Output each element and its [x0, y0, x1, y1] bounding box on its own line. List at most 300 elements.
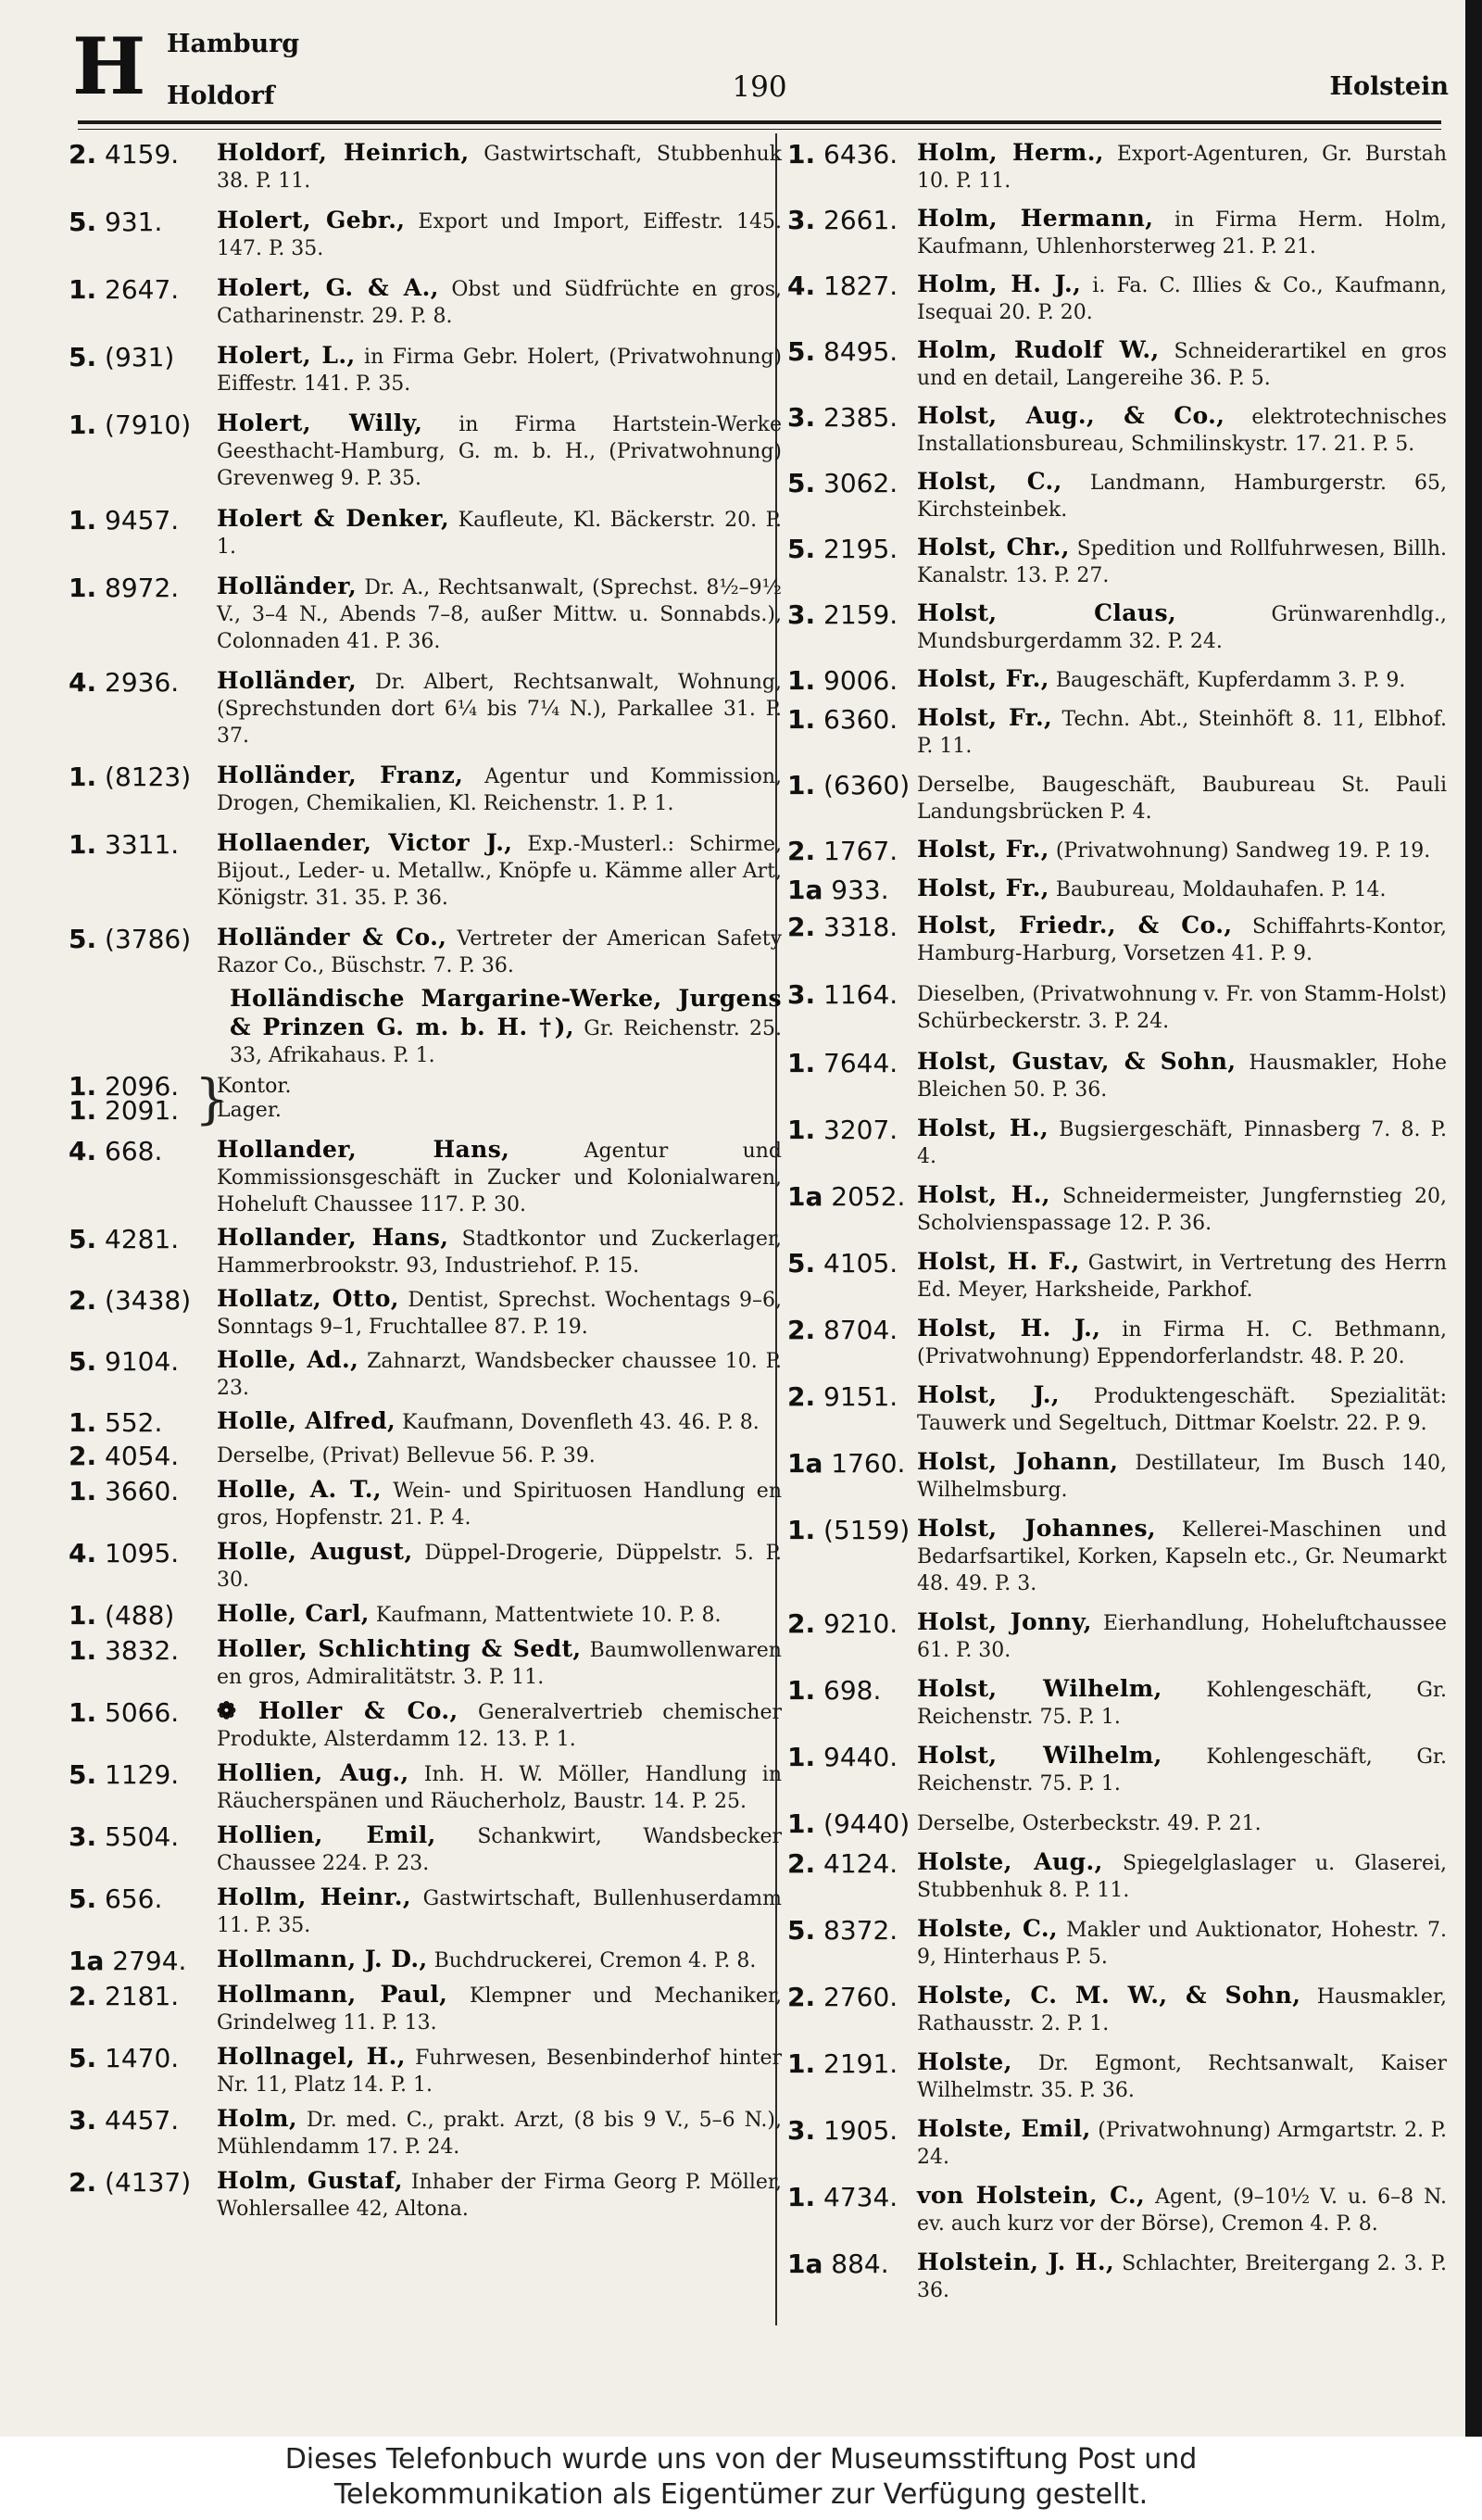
exchange-code: 4.: [69, 667, 97, 698]
phone-number: [69, 1441, 217, 1469]
entry-details: Derselbe, Osterbeckstr. 49. P. 21.: [917, 1812, 1262, 1835]
exchange-code: 1.: [69, 1697, 97, 1728]
exchange-code: 1.: [69, 1476, 97, 1506]
phone-number: [69, 342, 217, 371]
subscriber-name: Holländische Margarine-Werke, Jurgens & Prinzen G. m. b. H. †),: [230, 985, 782, 1040]
exchange-code: 3.: [69, 2105, 97, 2136]
line-number: 4159.: [105, 139, 180, 170]
directory-entry: [787, 2182, 1447, 2237]
subscriber-name: Holst, Wilhelm,: [917, 1675, 1162, 1702]
page-number: 190: [732, 70, 787, 104]
line-number: 1760.: [831, 1448, 906, 1479]
directory-entry: [787, 1115, 1447, 1170]
directory-entry: [69, 1600, 782, 1629]
subscriber-name: Holländer,: [217, 667, 358, 694]
exchange-code: 5.: [787, 1248, 816, 1279]
phone-number: [69, 505, 217, 534]
subscriber-name: Holländer,: [217, 573, 358, 599]
entry-details: Destillateur, Im Busch 140, Wilhelmsburg.: [917, 1452, 1447, 1502]
directory-entry: [787, 912, 1447, 967]
exchange-code: 2.: [787, 1315, 816, 1345]
exchange-code: 1.: [69, 573, 97, 603]
phone-number: [787, 1915, 917, 1944]
phone-number: [787, 1115, 917, 1143]
subscriber-name: von Holstein, C.,: [917, 2182, 1146, 2209]
directory-entry: [787, 599, 1447, 655]
directory-entry: [787, 468, 1447, 523]
exchange-code: 1.: [69, 1095, 97, 1126]
directory-entry: [69, 2105, 782, 2161]
line-number: 8372.: [823, 1915, 898, 1946]
entry-details: Export-Agenturen, Gr. Burstah 10. P. 11.: [917, 143, 1448, 193]
exchange-code: 1.: [787, 1515, 816, 1545]
entry-text: [917, 1048, 1447, 1103]
entry-text: [217, 139, 782, 195]
range-start-city: Hamburg: [167, 30, 300, 58]
entry-text: [917, 1448, 1447, 1504]
subscriber-name: Hollm, Heinr.,: [217, 1884, 411, 1910]
entry-text: [217, 1981, 782, 2036]
exchange-code: 1.: [69, 1071, 97, 1102]
phone-number: [787, 1742, 917, 1770]
directory-entry: [69, 2167, 782, 2223]
exchange-code: 1a: [787, 2249, 823, 2279]
phone-number: [69, 1407, 217, 1436]
entry-text: [917, 1315, 1447, 1370]
phone-number: [787, 1848, 917, 1877]
line-number: 3311.: [105, 829, 180, 860]
entry-text: [917, 704, 1447, 760]
entry-details: Landmann, Hamburgerstr. 65, Kirchsteinbek.: [917, 472, 1447, 522]
subscriber-name: Holert & Denker,: [217, 505, 450, 532]
exchange-code: 5.: [69, 207, 97, 237]
entry-text: [917, 1742, 1447, 1797]
subscriber-name: Holle, August,: [217, 1538, 413, 1565]
pair-numbers: [69, 1071, 195, 1126]
subscriber-name: Holst, H.,: [917, 1181, 1050, 1208]
line-number: 9457.: [105, 505, 180, 536]
directory-entry: [787, 2115, 1447, 2171]
entry-details: Baumwollenwaren en gros, Admiralitätstr. 3. P. 11.: [217, 1639, 782, 1689]
subscriber-name: Holst, Wilhelm,: [917, 1742, 1162, 1769]
subscriber-name: Holle, A. T.,: [217, 1476, 382, 1503]
exchange-code: 1a: [69, 1946, 105, 1976]
entry-details: Export und Import, Eiffestr. 145. 147. P. 35.: [217, 210, 782, 260]
line-number: 552.: [105, 1407, 163, 1438]
entry-details: Produktengeschäft. Spezialität: Tauwerk und Segeltuch, Dittmar Koelstr. 22. P. 9.: [917, 1385, 1447, 1435]
entry-details: Schlachter, Breitergang 2. 3. P. 36.: [917, 2252, 1448, 2302]
line-number: 2191.: [823, 2048, 898, 2079]
entry-details: Hausmakler, Hohe Bleichen 50. P. 36.: [917, 1052, 1447, 1102]
subscriber-name: Hollnagel, H.,: [217, 2043, 406, 2070]
exchange-code: 5.: [69, 2043, 97, 2073]
subscriber-name: Holm, Rudolf W.,: [917, 336, 1160, 363]
phone-number: [787, 704, 917, 733]
exchange-code: 3.: [787, 205, 816, 235]
entry-details: Eierhandlung, Hoheluftchaussee 61. P. 30.: [917, 1612, 1447, 1662]
entry-details: Agentur und Kommission, Drogen, Chemikalien, Kl. Reichenstr. 1. P. 1.: [217, 765, 782, 815]
phone-number: [69, 924, 217, 952]
exchange-code: 5.: [787, 336, 816, 367]
phone-number: [69, 1346, 217, 1375]
phone-number: [69, 274, 217, 303]
entry-details: Baugeschäft, Kupferdamm 3. P. 9.: [1055, 669, 1406, 692]
phone-number: [69, 2167, 217, 2196]
phone-number: [69, 1285, 217, 1314]
entry-text: [217, 1285, 782, 1341]
phone-number: [787, 1448, 917, 1477]
entry-details: Techn. Abt., Steinhöft 8. 11, Elbhof. P. 11.: [917, 708, 1447, 758]
line-number: 2195.: [823, 534, 898, 564]
entry-details: Kaufleute, Kl. Bäckerstr. 20. P. 1.: [217, 509, 782, 559]
line-number: 9210.: [823, 1608, 898, 1639]
footer-notice: [0, 2437, 1482, 2520]
entry-text: [217, 829, 782, 912]
line-number: 4457.: [105, 2105, 180, 2136]
phone-number: [787, 1048, 917, 1077]
subscriber-name: Holle, Ad.,: [217, 1346, 359, 1373]
line-number: 2794.: [112, 1946, 187, 1976]
entry-text: [217, 2043, 782, 2098]
directory-entry: [69, 1136, 782, 1218]
subscriber-name: Holert, G. & A.,: [217, 274, 439, 301]
subscriber-name: Holste, C. M. W., & Sohn,: [917, 1982, 1301, 2009]
directory-entry: [69, 1697, 782, 1753]
directory-entry: [69, 985, 782, 1069]
line-number: (9440): [823, 1808, 911, 1839]
phone-number: [787, 912, 917, 940]
entry-text: [217, 342, 782, 397]
entry-text: [917, 1675, 1447, 1731]
entry-text: [917, 336, 1447, 392]
subscriber-name: Holst, Gustav, & Sohn,: [917, 1048, 1237, 1075]
entry-details: Stadtkontor und Zuckerlager, Hammerbrookstr. 93, Industriehof. P. 15.: [217, 1228, 782, 1278]
entry-details: Dieselben, (Privatwohnung v. Fr. von Stamm-Holst) Schürbeckerstr. 3. P. 24.: [917, 983, 1447, 1033]
entry-details: Dr. med. C., prakt. Arzt, (8 bis 9 V., 5–6 N.), Mühlendamm 17. P. 24.: [217, 2109, 782, 2159]
phone-number: [69, 1821, 217, 1850]
entry-text: [917, 1915, 1447, 1971]
subscriber-name: Hollien, Emil,: [217, 1821, 436, 1848]
exchange-code: 1.: [69, 1635, 97, 1666]
entry-details: Schiffahrts-Kontor, Hamburg-Harburg, Vorsetzen 41. P. 9.: [917, 915, 1447, 965]
entry-text: [917, 534, 1447, 589]
entry-details: i. Fa. C. Illies & Co., Kaufmann, Isequai 20. P. 20.: [917, 274, 1448, 324]
exchange-code: 5.: [69, 342, 97, 372]
line-number: (4137): [105, 2167, 192, 2198]
phone-number: [69, 762, 217, 790]
line-number: 3660.: [105, 1476, 180, 1506]
phone-number: [787, 2048, 917, 2077]
line-number: (3786): [105, 924, 192, 954]
phone-number: [787, 1315, 917, 1343]
directory-entry: [787, 1448, 1447, 1504]
phone-number: [69, 829, 217, 858]
line-number: 9104.: [105, 1346, 180, 1377]
directory-entry: [787, 205, 1447, 260]
entry-details: in Firma H. C. Bethmann, (Privatwohnung) Eppendorferlandstr. 48. P. 20.: [917, 1318, 1447, 1368]
directory-entry: [787, 336, 1447, 392]
line-number: (8123): [105, 762, 192, 792]
directory-entry: [69, 573, 782, 655]
phone-number: [787, 534, 917, 562]
line-number: 3207.: [823, 1115, 898, 1145]
subscriber-name: Holste, Aug.,: [917, 1848, 1103, 1875]
phone-number: [69, 139, 217, 168]
entry-text: [217, 2167, 782, 2223]
entry-details: Düppel-Drogerie, Düppelstr. 5. P. 30.: [217, 1542, 782, 1592]
directory-entry: [69, 410, 782, 492]
subscriber-name: Holste, C.,: [917, 1915, 1059, 1942]
entry-details: Vertreter der American Safety Razor Co., Büschstr. 7. P. 36.: [217, 927, 782, 977]
exchange-code: 1.: [69, 1407, 97, 1438]
entry-details: (Privatwohnung) Sandweg 19. P. 19.: [1055, 839, 1431, 863]
entry-details: Agentur und Kommissionsgeschäft in Zucker und Kolonialwaren, Hoheluft Chaussee 117. P. 30.: [217, 1140, 782, 1216]
directory-entry: [69, 1285, 782, 1341]
footer-line-1: Dieses Telefonbuch wurde uns von der Museumsstiftung Post und: [284, 2443, 1198, 2476]
line-number: 2052.: [831, 1181, 906, 1212]
entry-text: [917, 1248, 1447, 1304]
subscriber-name: Hollien, Aug.,: [217, 1759, 409, 1786]
directory-entry: [787, 704, 1447, 760]
phone-number: [69, 2043, 217, 2072]
line-number: 5504.: [105, 1821, 180, 1852]
line-number: 931.: [105, 207, 163, 237]
entry-text: [217, 1346, 782, 1402]
line-number: 2760.: [823, 1982, 898, 2012]
subscriber-name: Holländer, Franz,: [217, 762, 464, 788]
entry-details: Dr. Albert, Rechtsanwalt, Wohnung, (Sprechstunden dort 6¼ bis 7¼ N.), Parkallee 31. P. 37.: [217, 671, 782, 748]
entry-text: [217, 1441, 782, 1469]
entry-text: [217, 410, 782, 492]
subscriber-name: Holst, H. F.,: [917, 1248, 1080, 1275]
entry-details: Schneidermeister, Jungfernstieg 20, Scholvienspassage 12. P. 36.: [917, 1185, 1447, 1235]
line-number: 7644.: [823, 1048, 898, 1078]
directory-entry: [787, 1181, 1447, 1237]
directory-entry: [69, 762, 782, 817]
exchange-code: 1.: [69, 274, 97, 305]
line-number: 1470.: [105, 2043, 180, 2073]
entry-text: [217, 1600, 782, 1629]
entry-details: Spiegelglaslager u. Glaserei, Stubbenhuk 8. P. 11.: [917, 1852, 1447, 1902]
phone-number: [787, 1982, 917, 2010]
directory-entry: [69, 1224, 782, 1279]
line-number: 9006.: [823, 665, 898, 696]
directory-entry: [69, 2043, 782, 2098]
line-number: 2936.: [105, 667, 180, 698]
line-number: 1827.: [823, 271, 898, 301]
phone-number: [787, 336, 917, 365]
phone-number: [787, 665, 917, 694]
subscriber-name: Holert, L.,: [217, 342, 356, 369]
exchange-code: 4.: [69, 1136, 97, 1166]
entry-details: Gastwirt, in Vertretung des Herrn Ed. Meyer, Harksheide, Parkhof.: [917, 1252, 1447, 1302]
directory-entry: [787, 836, 1447, 864]
directory-entry: [69, 1441, 782, 1469]
subscriber-name: Hollatz, Otto,: [217, 1285, 399, 1312]
line-number: 5066.: [105, 1697, 180, 1728]
subscriber-name: Hollander, Hans,: [217, 1224, 449, 1251]
book-spine-edge: [1465, 0, 1482, 2437]
subscriber-name: Hollmann, J. D.,: [217, 1946, 428, 1972]
subscriber-name: Holst, J.,: [917, 1381, 1060, 1408]
exchange-code: 1.: [787, 1742, 816, 1772]
entry-text: [217, 1538, 782, 1594]
entry-text: [917, 2182, 1447, 2237]
entry-details: Agent, (9–10½ V. u. 6–8 N. ev. auch kurz vor der Börse), Cremon 4. P. 8.: [917, 2186, 1447, 2236]
entry-text: [917, 2249, 1447, 2304]
line-number: 1129.: [105, 1759, 180, 1790]
subscriber-name: Holst, Claus,: [917, 599, 1177, 626]
entry-details: in Firma Hartstein-Werke Geesthacht-Hamburg, G. m. b. H., (Privatwohnung) Grevenweg 9. P. 35.: [217, 413, 783, 490]
exchange-code: 2.: [787, 1608, 816, 1639]
directory-entry: [69, 505, 782, 561]
entry-details: Spedition und Rollfuhrwesen, Billh. Kanalstr. 13. P. 27.: [917, 537, 1447, 587]
entry-details: Obst und Südfrüchte en gros, Catharinenstr. 29. P. 8.: [217, 278, 783, 328]
line-number: 698.: [823, 1675, 882, 1706]
directory-entry: [787, 402, 1447, 458]
entry-text: [217, 1407, 782, 1436]
exchange-code: 5.: [69, 1884, 97, 1914]
subscriber-name: Hollaender, Victor J.,: [217, 829, 513, 856]
line-number: 884.: [831, 2249, 889, 2279]
entry-text: [917, 979, 1447, 1035]
header-rule-thin: [78, 129, 1441, 130]
line-number: 668.: [105, 1136, 163, 1166]
phone-number: [69, 1697, 217, 1726]
pair-label-2: Lager.: [217, 1099, 282, 1122]
directory-entry: [787, 2048, 1447, 2104]
line-number: 2181.: [105, 1981, 180, 2011]
line-number: (3438): [105, 1285, 192, 1316]
entry-text: [217, 573, 782, 655]
subscriber-name: Holm,: [217, 2105, 297, 2132]
phone-number: [787, 1808, 917, 1837]
phone-number: [787, 875, 917, 903]
line-number: 8972.: [105, 573, 180, 603]
right-column: [787, 139, 1447, 2304]
phone-number: [787, 271, 917, 299]
phone-number: [69, 410, 217, 438]
directory-entry: [787, 1848, 1447, 1904]
line-number: (6360): [823, 770, 911, 800]
entry-text: [217, 1884, 782, 1939]
line-number: 9151.: [823, 1381, 898, 1412]
entry-text: [917, 468, 1447, 523]
directory-entry: [69, 1635, 782, 1691]
directory-entry: [69, 1884, 782, 1939]
directory-entry: [69, 274, 782, 330]
exchange-code: 5.: [69, 924, 97, 954]
entry-details: Gastwirtschaft, Bullenhuserdamm 11. P. 35.: [217, 1887, 782, 1937]
phone-number: [69, 1476, 217, 1505]
entry-details: Makler und Auktionator, Hohestr. 7. 9, Hinterhaus P. 5.: [917, 1919, 1448, 1969]
entry-text: [917, 2048, 1447, 2104]
exchange-code: 5.: [69, 1759, 97, 1790]
line-number: 4105.: [823, 1248, 898, 1279]
directory-entry: [787, 1515, 1447, 1597]
entry-details: Fuhrwesen, Besenbinderhof hinter Nr. 11, Platz 14. P. 1.: [217, 2047, 782, 2097]
line-number: (7910): [105, 410, 192, 440]
phone-number: [787, 2249, 917, 2277]
subscriber-name: Holdorf, Heinrich,: [217, 139, 470, 166]
subscriber-name: Holst, Johannes,: [917, 1515, 1157, 1542]
pair-labels: [217, 1075, 291, 1123]
subscriber-name: Holst, Fr.,: [917, 704, 1053, 731]
subscriber-name: Hollmann, Paul,: [217, 1981, 448, 2008]
entry-text: [217, 985, 782, 1069]
entry-details: Kellerei-Maschinen und Bedarfsartikel, Korken, Kapseln etc., Gr. Neumarkt 48. 49. P. 3.: [917, 1518, 1447, 1595]
exchange-code: 1.: [69, 1600, 97, 1631]
subscriber-name: Holst, Jonny,: [917, 1608, 1092, 1635]
directory-entry: [787, 979, 1447, 1035]
exchange-code: 2.: [69, 2167, 97, 2198]
line-number: 3062.: [823, 468, 898, 498]
subscriber-name: Holm, H. J.,: [917, 271, 1082, 297]
entry-details: Bugsiergeschäft, Pinnasberg 7. 8. P. 4.: [917, 1118, 1447, 1168]
subscriber-name: Holle, Carl,: [217, 1600, 370, 1627]
exchange-code: 1.: [69, 762, 97, 792]
subscriber-name: Holert, Gebr.,: [217, 207, 406, 233]
line-number: (5159): [823, 1515, 911, 1545]
exchange-code: 2.: [69, 1285, 97, 1316]
entry-details: Inh. H. W. Möller, Handlung in Räucherspänen und Räucherholz, Baustr. 14. P. 25.: [217, 1763, 782, 1813]
line-number: 4124.: [823, 1848, 898, 1879]
entry-text: [917, 2115, 1447, 2171]
subscriber-name: Holst, Friedr., & Co.,: [917, 912, 1233, 939]
exchange-code: 3.: [787, 979, 816, 1010]
entry-text: [917, 1808, 1447, 1837]
directory-entry: [69, 924, 782, 979]
phone-number: [69, 1759, 217, 1788]
entry-text: [217, 207, 782, 262]
phone-number: [69, 1946, 217, 1974]
entry-details: in Firma Gebr. Holert, (Privatwohnung) Eiffestr. 141. P. 35.: [217, 346, 782, 396]
exchange-code: 1.: [787, 665, 816, 696]
entry-details: Schankwirt, Wandsbecker Chaussee 224. P. 23.: [217, 1825, 782, 1875]
entry-details: Generalvertrieb chemischer Produkte, Alsterdamm 12. 13. P. 1.: [217, 1701, 782, 1751]
entry-text: [217, 1759, 782, 1815]
line-number: 2096.: [105, 1071, 180, 1102]
directory-entry: [787, 1608, 1447, 1664]
subscriber-name: ❁ Holler & Co.,: [217, 1697, 458, 1724]
entry-text: [917, 875, 1447, 903]
phone-number: [787, 1381, 917, 1410]
exchange-code: 1.: [787, 2182, 816, 2212]
entry-text: [217, 762, 782, 817]
exchange-code: 2.: [69, 139, 97, 170]
line-number: 4054.: [105, 1441, 180, 1471]
entry-text: [917, 836, 1447, 864]
phone-number: [69, 1981, 217, 2010]
entry-text: [917, 205, 1447, 260]
phone-number: [69, 207, 217, 235]
exchange-code: 2.: [787, 1381, 816, 1412]
bracketed-number-pair: [69, 1067, 782, 1130]
exchange-code: 5.: [787, 468, 816, 498]
directory-entry: [787, 1808, 1447, 1837]
entry-text: [917, 599, 1447, 655]
entry-text: [917, 912, 1447, 967]
line-number: 2661.: [823, 205, 898, 235]
line-number: 9440.: [823, 1742, 898, 1772]
entry-text: [217, 505, 782, 561]
phone-number: [787, 1248, 917, 1277]
exchange-code: 3.: [787, 2115, 816, 2146]
directory-entry: [787, 1048, 1447, 1103]
subscriber-name: Holst, Fr.,: [917, 836, 1049, 863]
entry-text: [217, 1136, 782, 1218]
exchange-code: 1.: [787, 2048, 816, 2079]
